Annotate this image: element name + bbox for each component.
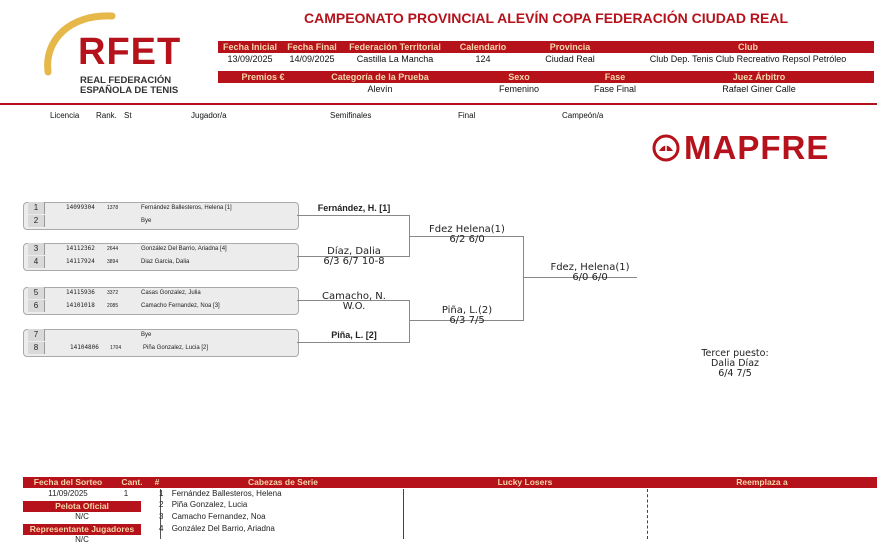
- footer-rep: N/C: [75, 535, 89, 544]
- seed-number: 4: [159, 524, 164, 533]
- round1-score-3: W.O.: [342, 301, 366, 312]
- header-fecha-inicial: Fecha Inicial: [218, 41, 282, 53]
- third-place-name: Dalia Díaz: [710, 358, 760, 369]
- value-fecha-inicial: 13/09/2025: [227, 54, 273, 64]
- sponsor-logo: [652, 128, 872, 168]
- header-juez: Juez Árbitro: [644, 71, 874, 83]
- logo-line1: REAL FEDERACIÓN: [80, 75, 172, 86]
- header-fase: Fase: [586, 71, 644, 83]
- value-juez: Rafael Giner Calle: [722, 84, 796, 94]
- col-licencia: Licencia: [50, 111, 80, 120]
- draw-player-name: Camacho Fernandez, Noa [3]: [141, 303, 220, 309]
- value-categoria: Alevín: [367, 84, 393, 94]
- draw-license: 14112362: [66, 245, 95, 252]
- footer-draw-date-label: Fecha del Sorteo: [23, 477, 113, 488]
- draw-seed: 5: [28, 287, 45, 299]
- seed-player-name: Fernández Ballesteros, Helena: [171, 489, 282, 498]
- header-federacion: Federación Territorial: [342, 41, 448, 53]
- footer-draw-date: 11/09/2025: [48, 489, 88, 498]
- draw-seed: 3: [28, 243, 45, 255]
- champion-name: Fdez, Helena(1): [550, 262, 630, 273]
- draw-player-name: Casas Gonzalez, Julia: [141, 290, 201, 296]
- footer-seeds-label: Cabezas de Serie: [163, 477, 403, 488]
- col-champion: Campeón/a: [562, 111, 604, 120]
- footer-divider: [403, 489, 404, 539]
- footer-ball: N/C: [75, 512, 89, 521]
- round1-winner-1: Fernández, H. [1]: [317, 203, 391, 213]
- final-score: 6/0 6/0: [572, 272, 608, 283]
- third-place-score: 6/4 7/5: [718, 368, 752, 379]
- third-place-label: Tercer puesto:: [701, 348, 769, 359]
- third-place: [680, 349, 790, 379]
- draw-license: 14115936: [66, 289, 95, 296]
- draw-player-name: Bye: [141, 218, 152, 224]
- header-sexo: Sexo: [452, 71, 586, 83]
- value-fase: Fase Final: [593, 84, 637, 94]
- seed-number: 2: [159, 500, 164, 509]
- draw-player-name: Bye: [141, 332, 152, 338]
- footer-ball-label: Pelota Oficial: [23, 501, 141, 512]
- seed-3: [159, 512, 266, 522]
- value-sexo: Femenino: [498, 84, 540, 94]
- col-player: Jugador/a: [191, 111, 227, 120]
- draw-seed: 6: [28, 300, 45, 312]
- value-calendario: 124: [475, 54, 491, 64]
- footer-count: 1: [123, 489, 129, 498]
- seed-player-name: González Del Barrio, Ariadna: [171, 524, 275, 533]
- draw-rank: 3372: [107, 290, 119, 296]
- draw-seed: 2: [28, 215, 45, 227]
- round1-winner-3: Camacho, N.: [322, 291, 386, 302]
- semi-score-2: 6/3 7/5: [449, 315, 485, 326]
- footer-lucky-label: Lucky Losers: [403, 477, 647, 488]
- draw-seed: 7: [28, 329, 45, 341]
- draw-rank: 2644: [107, 246, 119, 252]
- rfet-logo: [40, 10, 190, 100]
- footer-hash-label: #: [151, 477, 163, 488]
- round1-winner-4: Piña, L. [2]: [331, 330, 377, 340]
- value-federacion: Castilla La Mancha: [356, 54, 434, 64]
- col-st: St: [124, 111, 132, 120]
- logo-abbr: RFET: [78, 31, 182, 73]
- logo-line2: ESPAÑOLA DE TENIS: [80, 85, 179, 96]
- footer-count-label: Cant.: [113, 477, 151, 488]
- footer-divider: [647, 489, 648, 539]
- seed-number: 3: [159, 512, 164, 521]
- header-calendario: Calendario: [448, 41, 518, 53]
- draw-rank: 1704: [110, 345, 122, 351]
- footer-rep-label: Representante Jugadores: [23, 524, 141, 535]
- footer-table: [23, 477, 877, 544]
- seed-2: [159, 500, 247, 510]
- col-rank: Rank.: [96, 111, 117, 120]
- semi-winner-2: Piña, L.(2): [441, 305, 493, 316]
- seed-1: [159, 489, 282, 499]
- col-final: Final: [458, 111, 476, 120]
- seed-player-name: Piña Gonzalez, Lucia: [171, 500, 248, 509]
- draw-player-name: González Del Barrio, Ariadna [4]: [141, 246, 227, 252]
- round1-winner-2: Díaz, Dalia: [327, 246, 381, 257]
- draw-rank: 3894: [107, 259, 119, 265]
- col-semis: Semifinales: [330, 111, 372, 120]
- draw-player-name: Piña Gonzalez, Lucia [2]: [143, 345, 209, 351]
- draw-license: 14104806: [70, 344, 99, 351]
- header-provincia: Provincia: [518, 41, 622, 53]
- draw-seed: 8: [28, 342, 45, 354]
- draw-license: 14117924: [66, 258, 95, 265]
- round1-score-2: 6/3 6/7 10-8: [323, 256, 385, 267]
- draw-seed: 4: [28, 256, 45, 268]
- seed-player-name: Camacho Fernandez, Noa: [171, 512, 266, 521]
- semi-score-1: 6/2 6/0: [449, 234, 485, 245]
- value-provincia: Ciudad Real: [545, 54, 595, 64]
- draw-license: 14099304: [66, 204, 95, 211]
- footer-replace-label: Reemplaza a: [647, 477, 877, 488]
- draw-license: 14101018: [66, 302, 95, 309]
- header-club: Club: [622, 41, 874, 53]
- sponsor-name: MAPFRE: [684, 129, 830, 166]
- seed-number: 1: [159, 489, 164, 498]
- mapfre-emblem-icon: [652, 134, 680, 162]
- draw-rank: 2085: [107, 303, 119, 309]
- header-fecha-final: Fecha Final: [282, 41, 342, 53]
- value-club: Club Dep. Tenis Club Recreativo Repsol Petróleo: [649, 54, 847, 64]
- header-divider: [0, 103, 877, 105]
- semi-winner-1: Fdez Helena(1): [429, 224, 505, 235]
- header-categoria: Categoría de la Prueba: [308, 71, 452, 83]
- value-fecha-final: 14/09/2025: [289, 54, 335, 64]
- page-title: CAMPEONATO PROVINCIAL ALEVÍN COPA FEDERACIÓN CIUDAD REAL: [303, 10, 789, 26]
- header-premios: Premios €: [218, 71, 308, 83]
- draw-player-name: Diaz Garcia, Dalia: [141, 259, 190, 265]
- draw-rank: 1378: [107, 205, 119, 211]
- draw-player-name: Fernández Ballesteros, Helena [1]: [141, 205, 232, 211]
- seed-4: [159, 524, 275, 534]
- draw-seed: 1: [28, 202, 45, 214]
